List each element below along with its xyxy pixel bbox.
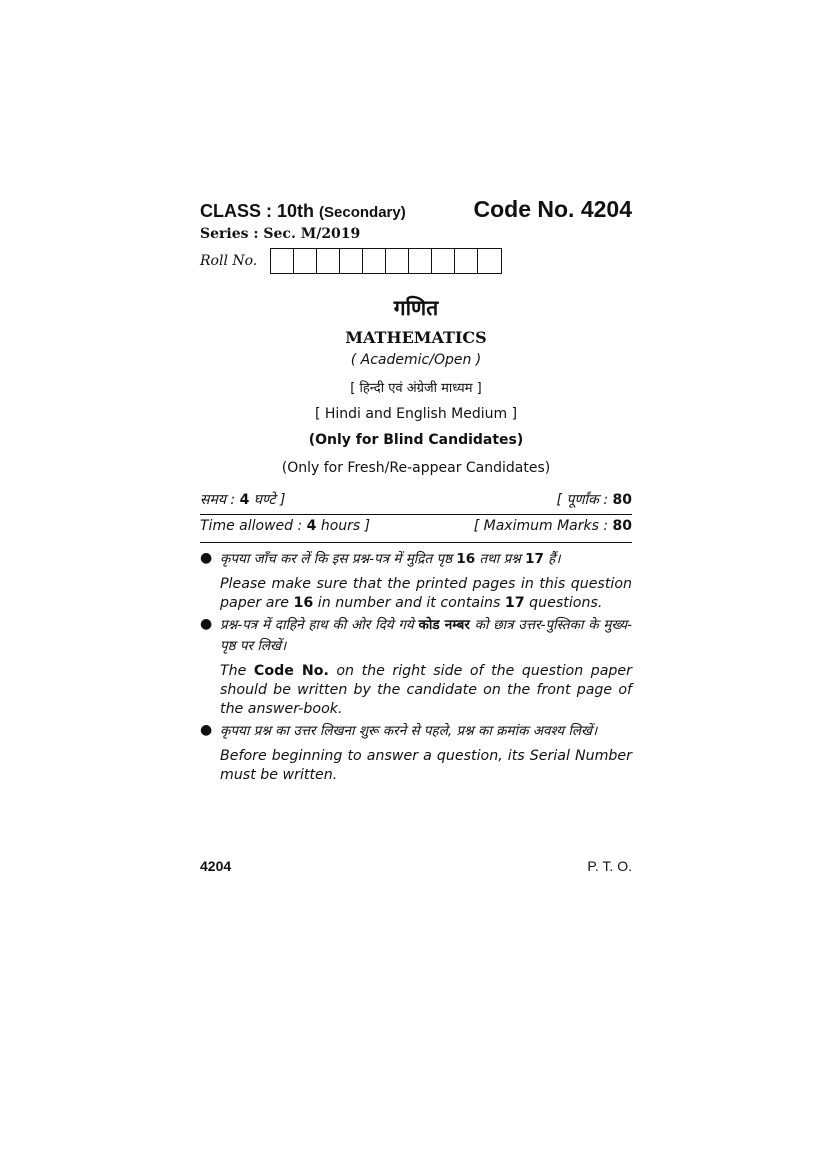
class-label (200, 201, 406, 222)
marks-hindi-value: 80 (612, 492, 632, 508)
time-label: Time allowed : (200, 518, 303, 534)
instruction-english (220, 662, 632, 719)
roll-number-box (317, 249, 340, 273)
text-part: तथा प्रश्न (475, 551, 526, 567)
medium-hindi: [ हिन्दी एवं अंग्रेजी माध्यम ] (350, 381, 482, 396)
text-part: on the right side of the question paper should be written by the candidate on the front page of the answer-book. (220, 663, 632, 717)
marks-hindi (557, 490, 632, 509)
roll-label: Roll No. (200, 253, 258, 269)
time-hindi-value: 4 (239, 492, 250, 508)
text-bold: 17 (525, 551, 544, 567)
series-label: Series : Sec. M/2019 (200, 226, 361, 242)
time-allowed (200, 518, 370, 534)
roll-number-box (340, 249, 363, 273)
roll-number-box (386, 249, 409, 273)
roll-number-box (409, 249, 432, 273)
text-bold: कोड नम्बर (418, 617, 470, 633)
instruction-hindi: कृपया प्रश्न का उत्तर लिखना शुरू करने से पहले, प्रश्न का क्रमांक अवश्य लिखें। (220, 723, 598, 739)
text-part: questions. (524, 595, 603, 611)
roll-number-boxes (270, 248, 502, 274)
class-line (200, 196, 632, 226)
exam-cover (200, 196, 632, 787)
page-footer (200, 858, 632, 874)
medium-english: [ Hindi and English Medium ] (314, 406, 518, 422)
time-hindi-unit: घण्टे ] (253, 492, 286, 508)
instruction-item (200, 549, 632, 613)
pto-label: P. T. O. (587, 858, 632, 874)
text-part: को छात्र उत्तर-पुस्तिका के मुख्य-पृष्ठ पर लिखें। (220, 617, 632, 654)
footer-code: 4204 (200, 858, 232, 874)
instruction-hindi (220, 615, 632, 657)
time-marks-hindi (200, 490, 632, 515)
bullet-icon: ● (200, 616, 213, 632)
roll-number-box (455, 249, 478, 273)
text-part: कृपया जाँच कर लें कि इस प्रश्न-पत्र में मुद्रित पृष्ठ (220, 551, 457, 567)
text-bold: 17 (504, 595, 525, 611)
time-value: 4 (306, 518, 317, 534)
instruction-english (220, 575, 632, 613)
marks-value: 80 (612, 518, 632, 534)
roll-number-box (363, 249, 386, 273)
roll-number-box (432, 249, 455, 273)
roll-number-box (478, 249, 501, 273)
instruction-hindi (220, 549, 632, 570)
instruction-item (200, 721, 632, 785)
time-hindi (200, 490, 286, 509)
class-text: CLASS : 10th (200, 201, 315, 221)
marks-hindi-label: [ पूर्णांक : (556, 492, 609, 508)
bullet-icon: ● (200, 550, 213, 566)
text-bold: 16 (456, 551, 476, 567)
text-bold: 16 (293, 595, 314, 611)
time-marks-english (200, 518, 632, 543)
instruction-english: Before beginning to answer a question, its Serial Number must be written. (220, 748, 632, 783)
text-part: प्रश्न-पत्र में दाहिने हाथ की ओर दिये गये (220, 617, 419, 633)
class-sub: (Secondary) (319, 204, 406, 221)
subject-title-hindi: गणित (393, 296, 439, 320)
fresh-candidates-note: (Only for Fresh/Re-appear Candidates) (281, 460, 551, 476)
text-part: in number and it contains (313, 595, 505, 611)
instructions-list (200, 549, 632, 785)
roll-number-box (294, 249, 317, 273)
time-unit: hours ] (320, 518, 371, 534)
bullet-icon: ● (200, 722, 213, 738)
roll-number-field (200, 248, 632, 274)
marks-label: [ Maximum Marks : (473, 518, 609, 534)
subject-title-english: MATHEMATICS (345, 328, 487, 347)
blind-candidates-note: (Only for Blind Candidates) (308, 432, 524, 448)
roll-number-box (271, 249, 294, 273)
stream-label: ( Academic/Open ) (350, 352, 482, 368)
text-part: Please make sure that the printed pages in this question paper are (220, 576, 632, 611)
time-hindi-label: समय : (200, 492, 236, 508)
text-part: हैं। (543, 551, 561, 567)
text-part: The (220, 663, 254, 679)
code-number: Code No. 4204 (473, 196, 632, 222)
maximum-marks (474, 518, 632, 534)
instruction-item (200, 615, 632, 719)
text-bold: Code No. (253, 663, 329, 679)
